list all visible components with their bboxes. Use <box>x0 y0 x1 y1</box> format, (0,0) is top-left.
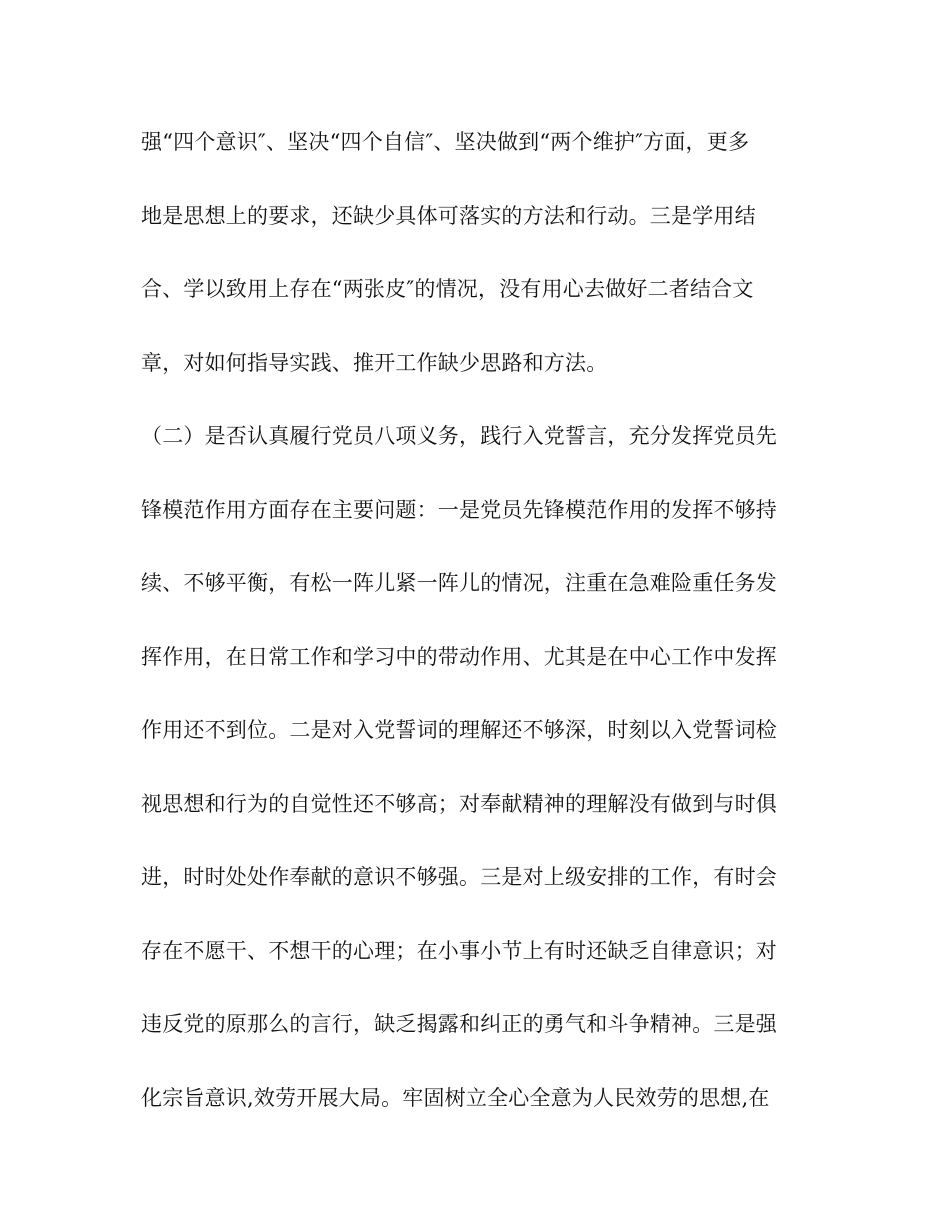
section-heading-line: （二）是否认真履行党员八项义务，践行入党誓言，充分发挥党员先 <box>141 424 777 448</box>
text-line: 强“四个意识″、坚决“四个自信″、坚决做到“两个维护″方面，更多 <box>141 130 750 154</box>
text-line: 合、学以致用上存在“两张皮″的情况，没有用心去做好二者结合文 <box>141 277 754 301</box>
text-line: 作用还不到位。二是对入党誓词的理解还不够深，时刻以入党誓词检 <box>141 718 777 742</box>
text-line: 地是思想上的要求，还缺少具体可落实的方法和行动。三是学用结 <box>141 203 756 228</box>
text-line: 存在不愿干、不想干的心理；在小事小节上有时还缺乏自律意识；对 <box>141 938 777 963</box>
text-line: 化宗旨意识,效劳开展大局。牢固树立全心全意为人民效劳的思想,在 <box>141 1085 770 1110</box>
text-line: 挥作用，在日常工作和学习中的带动作用、尤其是在中心工作中发挥 <box>141 644 777 669</box>
text-line: 视思想和行为的自觉性还不够高；对奉献精神的理解没有做到与时俱 <box>141 791 777 816</box>
text-line: 锋模范作用方面存在主要问题：一是党员先锋模范作用的发挥不够持 <box>141 497 777 522</box>
text-line: 章，对如何指导实践、推开工作缺少思路和方法。 <box>141 350 608 375</box>
text-line: 进，时时处处作奉献的意识不够强。三是对上级安排的工作，有时会 <box>141 865 777 889</box>
text-line: 违反党的原那么的言行，缺乏揭露和纠正的勇气和斗争精神。三是强 <box>141 1012 777 1036</box>
text-line: 续、不够平衡，有松一阵儿紧一阵儿的情况，注重在急难险重任务发 <box>141 571 777 595</box>
document-body <box>141 122 811 1151</box>
